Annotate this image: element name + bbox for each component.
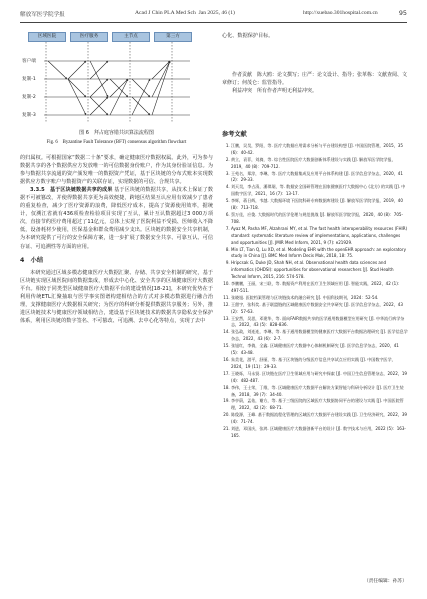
author-contribution: 作者贡献 陈大鸥：论文撰写；庄严：论文设计、指导；张革栋：文献查阅、文章修订；何茂仑：监管指导。 — [222, 72, 408, 87]
journal-url[interactable]: http://xuebao.301hospital.com.cn — [303, 10, 378, 16]
bft-flowchart-figure — [22, 32, 192, 136]
references-section — [222, 132, 409, 440]
reference-item: 8. Min LT, Tian Q, Lu XD, et al. Modeling EHR with the openEHR approach: an exploratory study in China [J]. BMC Med Inform Decis Mak, 2018, 18: 75. — [231, 247, 409, 261]
reference-item: 18. 李伟，王士荣，丁维，等. 区域健康医疗大数据平台解决方案智能与科研分析设计 [J]. 医疗卫生装备，2018，39 (7)：34-40. — [231, 385, 409, 399]
right-column-top — [222, 32, 409, 40]
reference-item: 12. 王甜宇，张科奖. 基于联盟链的区域健康医疗数据安全共享研究 [J]. 医学信息学杂志，2022，43 (2)：57-63. — [231, 302, 409, 316]
reference-item: 11. 张晓旭. 医院档案管理与区块链技术的融合研究 [J]. 中国科技期刊，2024：52-54. — [231, 295, 409, 302]
reference-item: 6. 蔡万佳，应俊. 大数据时代的医学伦理与规范挑战 [J]. 解放军医学院学报，2020，40 (8)：705-708. — [231, 212, 409, 226]
reference-item: 13. 王安然，吴思，邓建华，等. 面向FAIR数据共享的医学通用数据模型应用研究 [J]. 中华流行病学杂志，2022，43 (5)：828-836. — [231, 316, 409, 330]
reference-item: 7. Ayaz M, Pasha MF, Alzahrani MY, et al. The fast health interoperability resources (FHIR) standard: systematic literature review of implementations, applications, challenges and opportunities [J]. JMIR Med Inform, 2021, 9 (7): e21929. — [231, 226, 409, 247]
reference-item: 10. 李鹏鹏，王丽，宋三联，等. 数据资产利用在医疗卫生领域应用 [J]. 智能实践，2022，42 (1)：497-511. — [231, 281, 409, 295]
paragraph-continuation: 心化、数据保护目标。 — [222, 33, 274, 39]
references-title: 参考文献 — [222, 131, 247, 138]
row-label-client: 客户端 — [22, 59, 36, 64]
journal-name-cn: 解放军医学院学报 — [20, 12, 65, 18]
journal-citation: Acad J Chin PLA Med Sch Jan 2025, 46 (1) — [135, 10, 235, 16]
reference-item: 14. 张弘政，刘连连，李琳，等. 基于通用数据模型的健康医疗大数据平台数据治理研究 [J]. 医学信息学杂志，2022，43 (6)：2-7. — [231, 329, 409, 343]
reference-item: 9. Hripcsak G, Duke JD, Shah NH, et al. Observational health data sciences and informatics (OHDSI): opportunities for observational researchers [J]. Stud Health Technol Inform, 2015, 216: 574-578. — [231, 260, 409, 281]
figure-caption-cn: 图 6 拜占庭容错共识算法流程图 — [79, 130, 154, 136]
paragraph-summary: 本研究通过区域多模态健康医疗大数据汇聚、存储、共享安全机制的研究，基于区块链实现区域医院间的数据集成，形成去中心化、安全共享的区域健康医疗大数据平台。相较于同类型区域健康医疗大数据平台的建设情况[18-21]，本研究优势在于利用传统ETL汇聚抽取与医学事实图谱构建相结合的方式对多模态数据进行融合治理，支撑健康医疗大数据相关研究；为医疗的科研分析提供数据共享服务；另外，推进区块链技术与健康医疗领域相结合，建设基于区块链技术的数据共享隐私安全保护体系，利用区块链的数字签名、不可篡改、可追溯、去中心化等特点，实现了去中 — [20, 269, 213, 324]
reference-item: 5. 李辉，蒋日辉，韦越. 大数据环境下医院科研专病数据库建设 [J]. 解放军医学院学报，2019，40 (8)：713-718. — [231, 198, 409, 212]
reference-item: 1. 江鹏，吴昊，罗阳，等. 医疗大数据应用需求分析与平台建设构想 [J]. 中国医院管理，2015，35 (6)：40-42. — [231, 143, 409, 157]
reference-item: 16. 朱美花，游平，舒丽，等. 基于区块链的分级医疗信息共享试点应用实践 [J]. 中国数字医学，2024，19 (11)：29-33. — [231, 357, 409, 371]
row-label-replica-3: 复制-3 — [22, 113, 36, 118]
running-header — [20, 6, 407, 20]
paragraph-ownership: 的归属权。可根据国家“数据二十条”要求，确定健康医疗数据权属。此外，可为参与数据共享的各个数据供应方发放唯一的可信数据身份账户，作为其身份验证信息。为参与数据共享流通的资产颁发唯一的数据资产凭证，基于区块链的分布式账本实现数据供应方数字账户与数据资产的关联存证，实现数据的可信、合规共享。 — [20, 155, 213, 186]
reference-list — [222, 143, 409, 440]
editor-note: （责任编辑：孙苏） — [363, 579, 407, 584]
reference-item: 2. 黄立，袁菲，刘旖，等. 综合性医院医疗大数据创新体系建设与实践 [J]. 解放军医学院学报，2019，40 (8)：709-712. — [231, 157, 409, 171]
row-label-replica-1: 复制-1 — [22, 77, 36, 82]
flow-box-1: 区域医院 — [28, 32, 66, 42]
left-column — [20, 154, 213, 325]
section-4-title: 4 小结 — [20, 256, 44, 264]
header-rule — [20, 22, 407, 23]
reference-item: 19. 李亭蔚，孟佑，谢方，等. 基于三级医院的区域医疗大数据协同平台的建设与实践 [J]. 中国医院管理，2022，42 (2)：68-71. — [231, 398, 409, 412]
section-3-3-5-title: 3.3.5 基于区块链数据共享的成果 — [30, 187, 113, 194]
page-number: 95 — [398, 9, 407, 17]
conflict-statement: 利益冲突 所有作者声明无利益冲突。 — [232, 88, 318, 95]
row-label-replica-2: 复制-2 — [22, 95, 36, 100]
reference-item: 3. 王苑名，郑淳，李琳，等. 医疗大数据集成及应用平台体系构建 [J]. 医学信息学杂志，2020，41 (2)：29-33. — [231, 171, 409, 185]
bft-message-diagram — [22, 32, 192, 132]
flow-box-2: 医疗服务 — [70, 32, 108, 42]
reference-item: 21. 刘进，邓国庆，张鸿. 区域健康医疗大数据创新平台的设计 [J]. 数字技术与应用，2022 (5)：163-165. — [231, 426, 409, 440]
flow-box-4: 第三方 — [154, 32, 192, 42]
reference-item: 4. 刘天昊，李占清，潘琪琚，等. 数据安全国研管理在国家健康医疗大数据中心 (北方) 的实践 [J]. 中国数字医学，2021，16 (7)：13-17. — [231, 184, 409, 198]
paragraph-results: 3.3.5 基于区块链数据共享的成果 基于区块链的数据共享，从技术上保证了数据不可被篡改，并使得数据共享更为高效便捷，跨地区结果互认应用有效减少了患者的重复检查，减少了医疗资源的浪费，降低医疗成本，提高了资源使用效率，据统计，仅溯江省就有436项检查检验项目实现了互认，累计互认数据超过3 000万项次，直接节约医疗费用超过了11亿元，总体上实现了医院利益不受损、医师收入不降低，设备耗材少使用，医保基金和群众费用减少支出。区块链的数据安全共享机制，为本研究提供了可行的安全保障方案，进一步扩展了数据安全共享、可靠互认、可信存证、可追溯性等方面的应用。 — [20, 187, 214, 250]
reference-item: 17. 王晓烁，马永贤. 区块链在医疗卫生领域应用与研究中探索 [J]. 中国卫生信息管理杂志，2022，19 (4)：482-487. — [231, 371, 409, 385]
reference-item: 15. 张旭红，李倩，全鑫. 区域健康医疗大数据中心体制机制研究 [J]. 医学信息学杂志，2020，41 (5)：43-48. — [231, 343, 409, 357]
author-contribution-block — [222, 71, 409, 95]
figure-caption-en: Fig. 6 Byzantine Fault Tolerance (BFT) consensus algorithm flowchart — [46, 140, 187, 145]
flow-box-3: 主节点 — [112, 32, 150, 42]
reference-item: 20. 陈俊源，王峰. 基于数据流程化管理的区域医疗大数据平台建设实践 [J]. 卫生经济研究，2022，39 (4)：71-74. — [231, 412, 409, 426]
